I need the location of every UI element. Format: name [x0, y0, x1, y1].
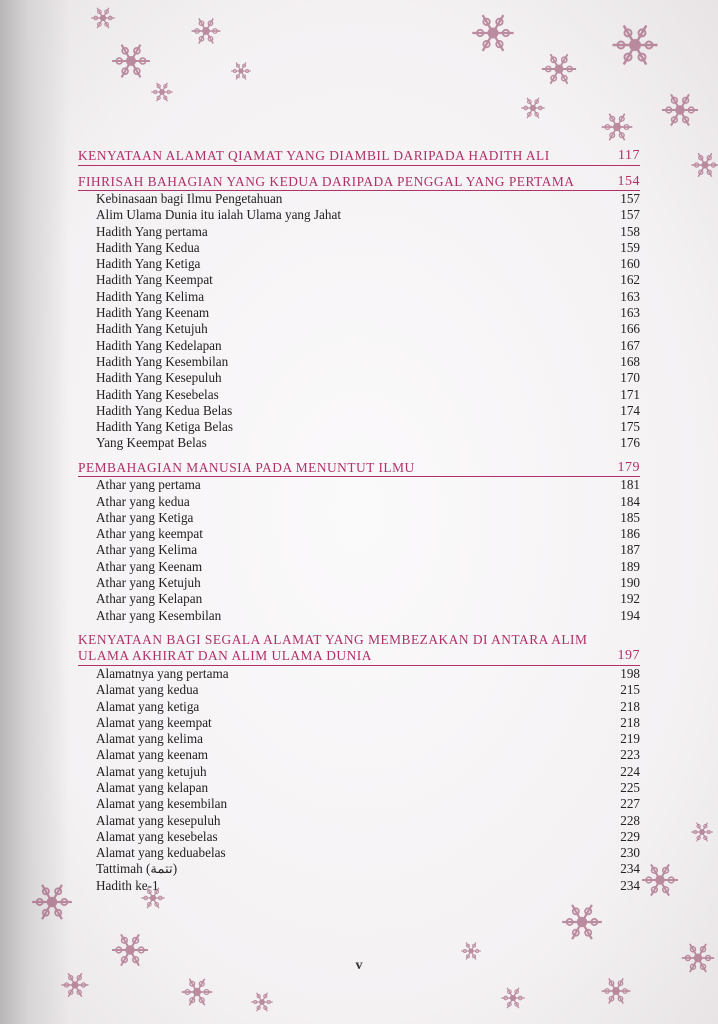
toc-entry[interactable] — [78, 477, 640, 493]
snowflake-ornament-icon — [110, 40, 152, 82]
section-title-line2: ULAMA AKHIRAT DAN ALIM ULAMA DUNIA — [78, 648, 372, 664]
toc-entry-label: Alamat yang kelapan — [96, 780, 209, 795]
section-page: 117 — [618, 148, 640, 163]
page-binding-shadow — [0, 0, 70, 1024]
section-page: 197 — [617, 648, 640, 664]
toc-entry-label: Hadith Yang Ketujuh — [96, 321, 208, 337]
toc-entry-page: 181 — [620, 477, 640, 493]
toc-entry-label: Tattimah (تتمة) — [96, 861, 178, 877]
snowflake-ornament-icon — [600, 975, 632, 1007]
toc-entry-page: 186 — [620, 526, 640, 542]
toc-entry-list — [78, 666, 640, 894]
section-title: KENYATAAN ALAMAT QIAMAT YANG DIAMBIL DARIPADA HADITH ALI — [78, 148, 550, 163]
toc-entry-label: Alamat yang keempat — [96, 714, 212, 730]
toc-entry-page: 187 — [620, 542, 640, 558]
snowflake-ornament-icon — [540, 50, 578, 88]
toc-entry[interactable] — [78, 608, 640, 624]
toc-entry[interactable] — [78, 387, 640, 403]
toc-entry-page: 234 — [620, 861, 640, 877]
snowflake-ornament-icon — [470, 10, 516, 56]
toc-entry[interactable] — [78, 813, 640, 829]
section-title: FIHRISAH BAHAGIAN YANG KEDUA DARIPADA PENGGAL YANG PERTAMA — [78, 173, 575, 189]
toc-entry-page: 158 — [620, 223, 640, 239]
snowflake-ornament-icon — [520, 95, 546, 121]
toc-entry[interactable] — [78, 289, 640, 305]
toc-entry-page: 157 — [620, 207, 640, 223]
toc-entry-page: 224 — [620, 763, 640, 779]
toc-entry[interactable] — [78, 435, 640, 451]
toc-entry[interactable] — [78, 542, 640, 558]
snowflake-ornament-icon — [60, 970, 90, 1000]
toc-entry-label: Hadith Yang Kedua — [96, 239, 200, 255]
toc-entry-label: Athar yang pertama — [96, 477, 201, 493]
toc-entry[interactable] — [78, 699, 640, 715]
toc-entry-label: Hadith Yang Kesembilan — [96, 353, 229, 369]
toc-entry-page: 166 — [620, 321, 640, 337]
toc-entry[interactable] — [78, 780, 640, 796]
toc-entry-page: 189 — [620, 558, 640, 574]
toc-entry-page: 160 — [620, 256, 640, 272]
snowflake-ornament-icon — [230, 60, 252, 82]
toc-entry-page: 192 — [620, 591, 640, 607]
toc-entry[interactable] — [78, 682, 640, 698]
toc-entry-page: 234 — [620, 877, 640, 893]
toc-entry-label: Hadith Yang Kedelapan — [96, 337, 222, 353]
toc-entry[interactable] — [78, 764, 640, 780]
toc-entry[interactable] — [78, 796, 640, 812]
toc-entry-label: Alim Ulama Dunia itu ialah Ulama yang Jahat — [96, 207, 341, 223]
toc-entry-label: Hadith ke-1 — [96, 877, 159, 893]
toc-entry-page: 170 — [620, 370, 640, 386]
toc-entry[interactable] — [78, 591, 640, 607]
toc-entry[interactable] — [78, 305, 640, 321]
toc-entry-page: 218 — [620, 714, 640, 730]
toc-entry[interactable] — [78, 338, 640, 354]
toc-section-heading-cont[interactable] — [78, 648, 640, 666]
toc-entry[interactable] — [78, 666, 640, 682]
snowflake-ornament-icon — [610, 20, 660, 70]
toc-entry-page: 163 — [620, 305, 640, 321]
snowflake-ornament-icon — [30, 880, 74, 924]
toc-entry[interactable] — [78, 559, 640, 575]
section-page: 154 — [617, 173, 640, 189]
toc-entry-label: Alamat yang kesepuluh — [96, 812, 221, 828]
toc-entry-page: 227 — [620, 796, 640, 812]
toc-entry-label: Alamat yang kesebelas — [96, 828, 218, 844]
toc-entry-label: Alamat yang ketujuh — [96, 763, 207, 779]
toc-entry-page: 218 — [620, 698, 640, 714]
snowflake-ornament-icon — [500, 985, 526, 1011]
toc-section-heading[interactable] — [78, 460, 640, 478]
toc-entry-page: 198 — [620, 665, 640, 681]
toc-entry[interactable] — [78, 370, 640, 386]
toc-entry[interactable] — [78, 731, 640, 747]
toc-entry-label: Hadith Yang Kesepuluh — [96, 370, 222, 386]
toc-entry-label: Athar yang Kelima — [96, 542, 198, 558]
toc-section-heading[interactable] — [78, 148, 640, 166]
toc-entry-page: 190 — [620, 575, 640, 591]
toc-entry[interactable] — [78, 715, 640, 731]
snowflake-ornament-icon — [560, 900, 604, 944]
toc-entry-label: Athar yang Kesembilan — [96, 607, 222, 623]
snowflake-ornament-icon — [250, 990, 274, 1014]
toc-entry-page: 167 — [620, 337, 640, 353]
toc-entry-label: Athar yang kedua — [96, 493, 190, 509]
toc-entry-page: 157 — [620, 191, 640, 206]
toc-entry-label: Alamatnya yang pertama — [96, 665, 229, 681]
toc-entry-page: 184 — [620, 493, 640, 509]
toc-entry[interactable] — [78, 494, 640, 510]
toc-entry-label: Athar yang Keenam — [96, 558, 203, 574]
toc-entry-label: Alamat yang kedua — [96, 682, 199, 698]
toc-entry-page: 225 — [620, 780, 640, 795]
toc-entry-label: Hadith Yang Ketiga — [96, 256, 201, 272]
toc-entry-label: Hadith Yang Ketiga Belas — [96, 419, 233, 435]
toc-entry[interactable] — [78, 240, 640, 256]
toc-entry[interactable] — [78, 419, 640, 435]
toc-entry[interactable] — [78, 403, 640, 419]
section-title: KENYATAAN BAGI SEGALA ALAMAT YANG MEMBEZAKAN DI ANTARA ALIM — [78, 631, 588, 647]
toc-entry-label: Kebinasaan bagi Ilmu Pengetahuan — [96, 191, 283, 206]
toc-entry-page: 229 — [620, 828, 640, 844]
toc-entry-list — [78, 477, 640, 624]
toc-entry-page: 171 — [620, 386, 640, 402]
toc-entry-label: Hadith Yang Keempat — [96, 272, 213, 288]
toc-entry-page: 215 — [620, 682, 640, 698]
toc-entry[interactable] — [78, 878, 640, 894]
toc-entry-page: 185 — [620, 509, 640, 525]
toc-entry[interactable] — [78, 272, 640, 288]
toc-entry-label: Hadith Yang pertama — [96, 223, 208, 239]
toc-entry-label: Athar yang Kelapan — [96, 591, 203, 607]
toc-entry-label: Athar yang Ketujuh — [96, 575, 201, 591]
toc-entry-page: 162 — [620, 272, 640, 288]
toc-entry-page: 175 — [620, 419, 640, 435]
snowflake-ornament-icon — [690, 150, 718, 180]
toc-entry[interactable] — [78, 510, 640, 526]
toc-entry-page: 159 — [620, 239, 640, 255]
toc-section-heading[interactable] — [78, 632, 640, 649]
snowflake-ornament-icon — [150, 80, 174, 104]
toc-entry[interactable] — [78, 354, 640, 370]
toc-entry[interactable] — [78, 861, 640, 877]
toc-entry-label: Hadith Yang Kelima — [96, 288, 205, 304]
toc-entry-list — [78, 191, 640, 452]
toc-entry-label: Hadith Yang Kedua Belas — [96, 402, 233, 418]
toc-entry[interactable] — [78, 321, 640, 337]
toc-entry-page: 168 — [620, 353, 640, 369]
toc-entry-page: 228 — [620, 812, 640, 828]
toc-entry-label: Athar yang keempat — [96, 526, 203, 542]
snowflake-ornament-icon — [600, 110, 634, 144]
toc-entry[interactable] — [78, 526, 640, 542]
toc-entry-page: 194 — [620, 607, 640, 623]
toc-entry-label: Alamat yang kelima — [96, 731, 203, 747]
snowflake-ornament-icon — [640, 860, 680, 900]
snowflake-ornament-icon — [690, 820, 714, 844]
toc-entry-label: Hadith Yang Keenam — [96, 305, 210, 321]
toc-entry-label: Yang Keempat Belas — [96, 435, 207, 451]
toc-entry[interactable] — [78, 747, 640, 763]
toc-entry-page: 219 — [620, 731, 640, 747]
snowflake-ornament-icon — [180, 975, 214, 1009]
section-title: PEMBAHAGIAN MANUSIA PADA MENUNTUT ILMU — [78, 459, 415, 475]
snowflake-ornament-icon — [190, 15, 222, 47]
toc-entry-page: 174 — [620, 402, 640, 418]
toc-entry-page: 163 — [620, 288, 640, 304]
toc-entry-page: 223 — [620, 747, 640, 763]
toc-entry-label: Alamat yang ketiga — [96, 698, 200, 714]
table-of-contents — [78, 148, 640, 894]
toc-entry-label: Athar yang Ketiga — [96, 509, 194, 525]
toc-entry[interactable] — [78, 191, 640, 207]
toc-entry[interactable] — [78, 224, 640, 240]
snowflake-ornament-icon — [660, 90, 700, 130]
toc-entry[interactable] — [78, 207, 640, 223]
toc-entry-label: Alamat yang kesembilan — [96, 796, 228, 812]
toc-entry-page: 176 — [620, 435, 640, 451]
toc-entry[interactable] — [78, 829, 640, 845]
toc-section-heading[interactable] — [78, 174, 640, 192]
toc-entry-label: Alamat yang keenam — [96, 747, 209, 763]
page-number: v — [355, 958, 363, 973]
toc-entry[interactable] — [78, 256, 640, 272]
toc-entry[interactable] — [78, 575, 640, 591]
toc-entry-page: 230 — [620, 845, 640, 861]
section-page: 179 — [617, 459, 640, 475]
toc-entry-label: Hadith Yang Kesebelas — [96, 386, 219, 402]
toc-entry[interactable] — [78, 845, 640, 861]
toc-entry-label: Alamat yang keduabelas — [96, 845, 226, 861]
snowflake-ornament-icon — [90, 5, 116, 31]
